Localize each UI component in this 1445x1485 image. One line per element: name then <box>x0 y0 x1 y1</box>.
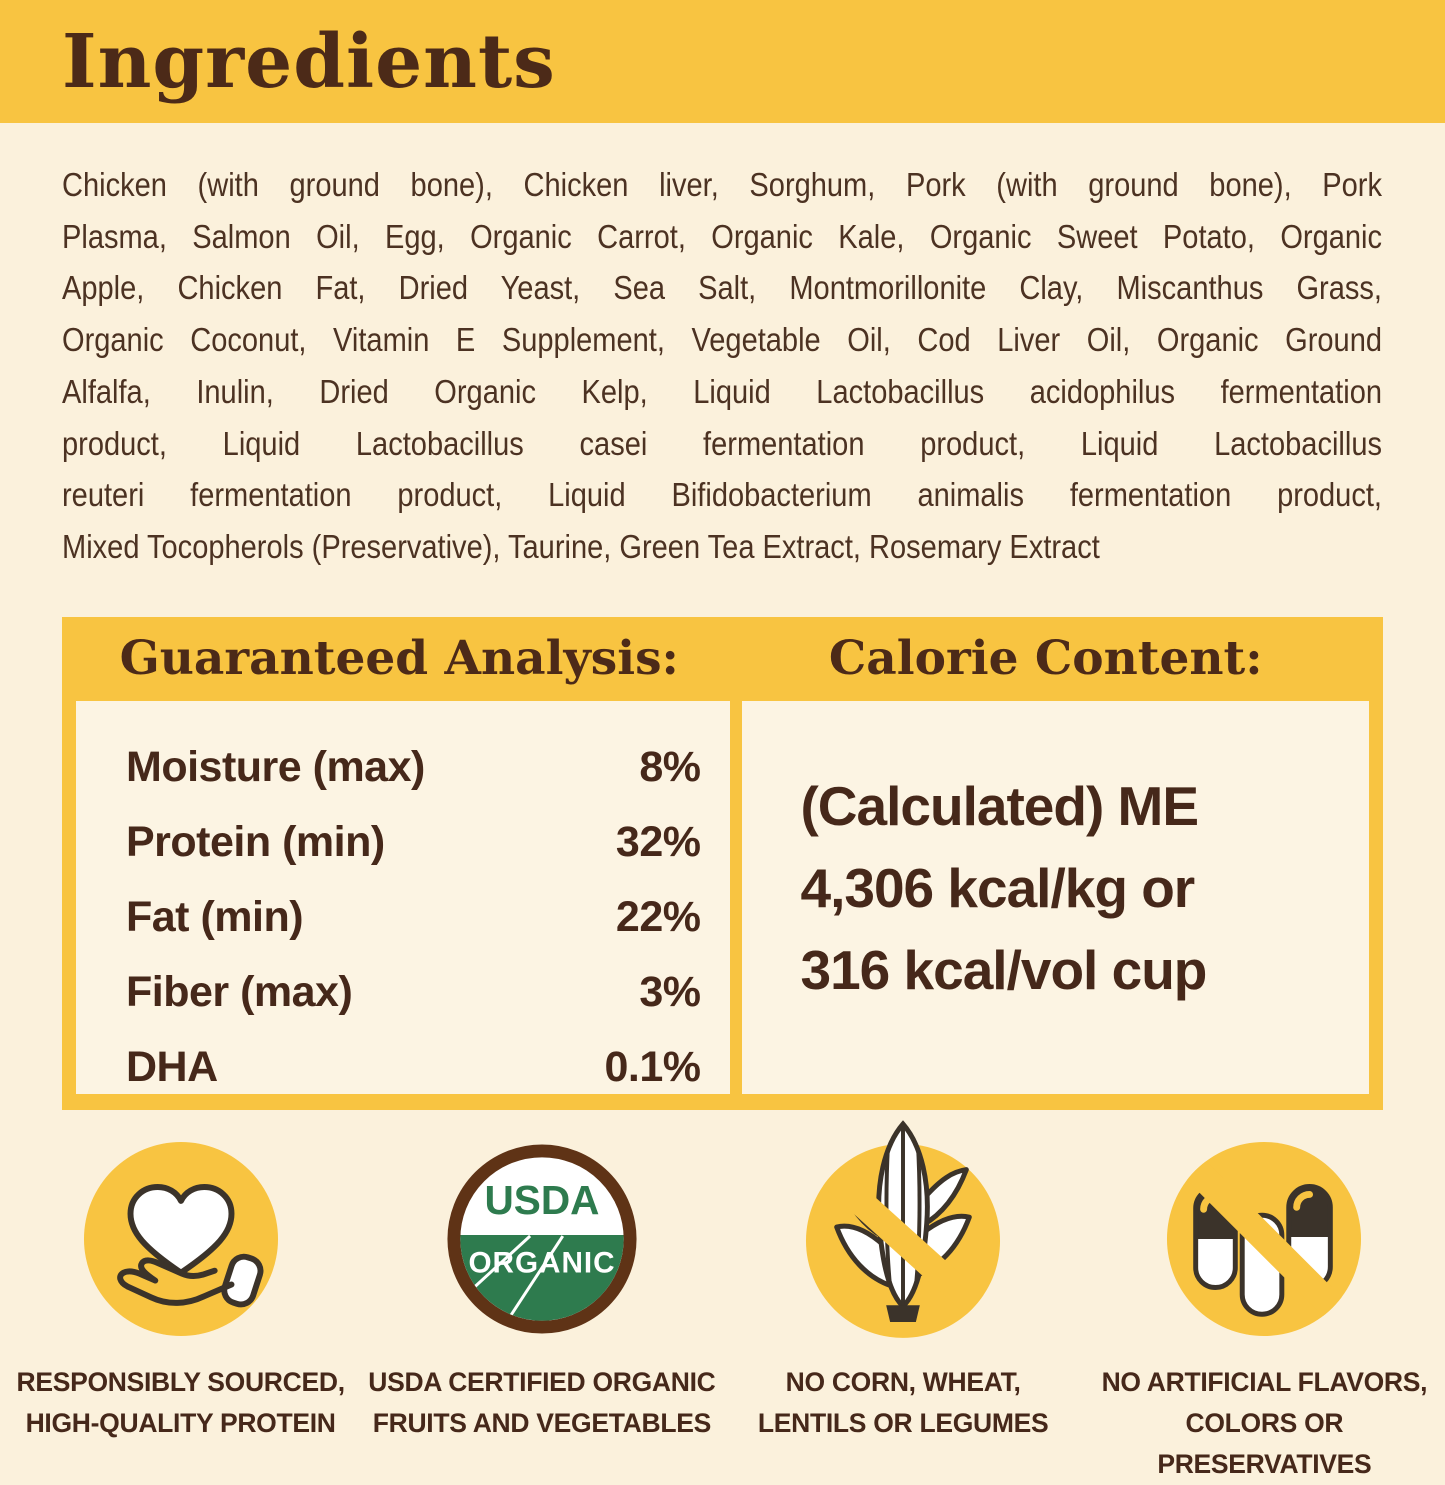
ingredients-line: Plasma, Salmon Oil, Egg, Organic Carrot, Organic Kale, Organic Sweet Potato, Organic <box>62 217 1382 255</box>
analysis-value: 3% <box>639 968 701 1016</box>
header-band <box>0 0 1445 123</box>
ingredients-line: Apple, Chicken Fat, Dried Yeast, Sea Salt, Montmorillonite Clay, Miscanthus Grass, <box>62 269 1382 307</box>
analysis-label: Protein (min) <box>126 818 385 866</box>
analysis-value: 0.1% <box>604 1043 701 1091</box>
analysis-row <box>126 743 700 792</box>
badge-caption: USDA CERTIFIED ORGANIC FRUITS AND VEGETABLES <box>368 1367 716 1438</box>
no-pills-icon <box>1165 1140 1363 1338</box>
ingredients-paragraph <box>62 159 1383 573</box>
analysis-row <box>126 893 700 942</box>
corn-stalk <box>886 1305 920 1322</box>
ingredients-line: product, Liquid Lactobacillus casei fermentation product, Liquid Lactobacillus <box>62 424 1382 462</box>
analysis-calorie-box <box>62 617 1383 1110</box>
calorie-line: (Calculated) ME <box>800 775 1199 837</box>
analysis-value: 22% <box>615 893 701 941</box>
badge-no-corn <box>723 1138 1084 1485</box>
analysis-row <box>126 818 700 867</box>
badge-caption: NO ARTIFICIAL FLAVORS, COLORS OR PRESERVATIVES <box>1101 1367 1428 1479</box>
calorie-line: 316 kcal/vol cup <box>800 939 1207 1001</box>
guaranteed-analysis-panel <box>76 701 730 1094</box>
analysis-label: Fiber (max) <box>126 968 353 1016</box>
calorie-content-panel <box>742 701 1369 1094</box>
ingredients-line: Alfalfa, Inulin, Dried Organic Kelp, Liquid Lactobacillus acidophilus fermentation <box>62 372 1382 410</box>
badge-no-artificial <box>1084 1138 1445 1485</box>
page-title: Ingredients <box>62 18 556 105</box>
ingredients-line: reuteri fermentation product, Liquid Bifidobacterium animalis fermentation product, <box>62 476 1382 514</box>
calorie-line: 4,306 kcal/kg or <box>800 857 1195 919</box>
heart-in-hand-icon <box>82 1140 280 1338</box>
ingredients-line: Mixed Tocopherols (Preservative), Taurine, Green Tea Extract, Rosemary Extract <box>62 527 1100 565</box>
analysis-row <box>126 968 700 1017</box>
analysis-value: 8% <box>639 743 701 791</box>
badge-usda-organic <box>361 1138 722 1485</box>
analysis-label: Fat (min) <box>126 893 304 941</box>
analysis-label: Moisture (max) <box>126 743 425 791</box>
badge-responsibly-sourced <box>0 1138 361 1485</box>
no-corn-icon <box>804 1118 1002 1338</box>
usda-organic-seal-icon <box>443 1140 641 1338</box>
analysis-value: 32% <box>615 818 701 866</box>
badges-row <box>0 1138 1445 1485</box>
badge-caption: RESPONSIBLY SOURCED, HIGH-QUALITY PROTEIN <box>16 1367 345 1438</box>
seal-top-text: USDA <box>484 1177 600 1224</box>
guaranteed-analysis-heading: Guaranteed Analysis: <box>119 631 679 686</box>
analysis-label: DHA <box>126 1043 218 1091</box>
ingredients-line: Organic Coconut, Vitamin E Supplement, Vegetable Oil, Cod Liver Oil, Organic Ground <box>62 321 1382 359</box>
ingredients-line: Chicken (with ground bone), Chicken liver, Sorghum, Pork (with ground bone), Pork <box>62 166 1382 203</box>
analysis-row <box>126 1043 700 1092</box>
seal-bottom-text: ORGANIC <box>468 1246 616 1280</box>
calorie-content-heading: Calorie Content: <box>828 631 1263 686</box>
badge-caption: NO CORN, WHEAT, LENTILS OR LEGUMES <box>757 1367 1049 1438</box>
